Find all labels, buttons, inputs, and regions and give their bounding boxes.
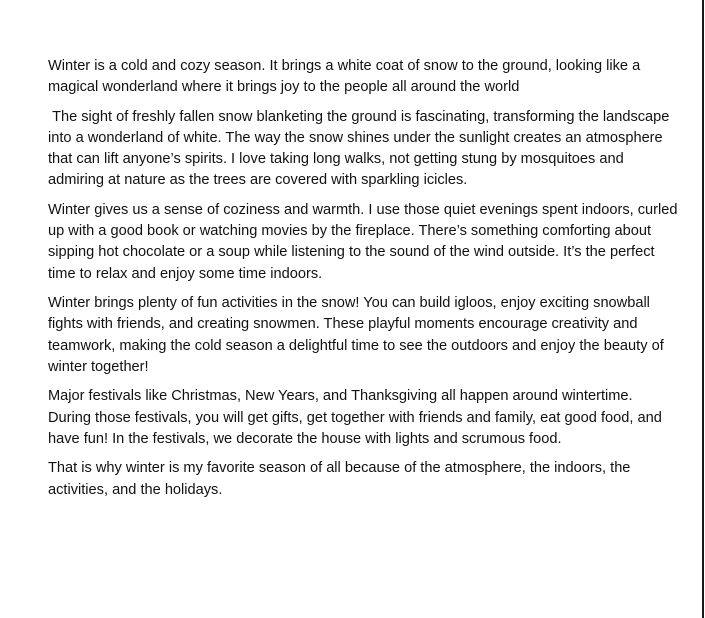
paragraph-snow: The sight of freshly fallen snow blanketing the ground is fascinating, transforming the landscape into a wonderland of white. The way the snow shines under the sunlight creates an atmosphere that can lift anyone’s spirits. I love taking long walks, not getting stung by mosquitoes and admiring at nature as the trees are covered with sparkling icicles. [48,108,674,189]
paragraph-intro: Winter is a cold and cozy season. It brings a white coat of snow to the ground, looking like a magical wonderland where it brings joy to the people all around the world [48,58,645,96]
paragraph-activities: Winter brings plenty of fun activities in the snow! You can build igloos, enjoy exciting snowball fights with friends, and creating snowmen. These playful moments encourage creativity and teamwork, making the cold season a delightful time to see the outdoors and enjoy the beauty of winter together! [48,295,668,375]
page-edge-divider [702,0,704,618]
paragraph-conclusion: That is why winter is my favorite season of all because of the atmosphere, the indoors, the activities, and the holidays. [48,460,635,498]
document-body [48,56,682,509]
paragraph-festivals: Major festivals like Christmas, New Years, and Thanksgiving all happen around wintertime. During those festivals, you will get gifts, get together with friends and family, eat good food, and have fun! In the festivals, we decorate the house with lights and scrumous food. [48,388,666,447]
paragraph-coziness: Winter gives us a sense of coziness and warmth. I use those quiet evenings spent indoors, curled up with a good book or watching movies by the fireplace. There’s something comforting about sipping hot chocolate or a soup while listening to the sound of the wind outside. It’s the perfect time to relax and enjoy some time indoors. [48,202,682,282]
